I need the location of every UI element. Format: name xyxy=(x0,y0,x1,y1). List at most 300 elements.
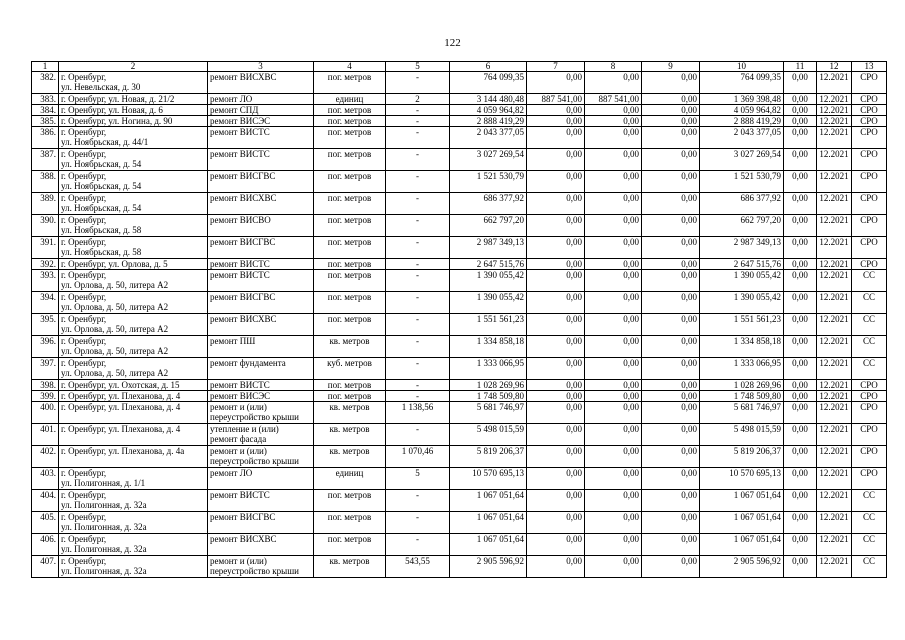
row-number: 393. xyxy=(32,270,59,292)
address-line: г. Оренбург, xyxy=(61,237,107,247)
column-header-13: 13 xyxy=(852,62,887,72)
address-line: г. Оренбург, xyxy=(61,512,107,522)
unit-cell: кв. метров xyxy=(314,336,386,358)
column-10-cell: 662 797,20 xyxy=(700,215,784,237)
work-type-cell xyxy=(208,105,314,116)
repair-method-cell: СРО xyxy=(852,215,887,237)
column-11-cell: 0,00 xyxy=(784,237,817,259)
column-7-cell: 887 541,00 xyxy=(527,94,585,105)
completion-date-cell: 12.2021 xyxy=(817,193,852,215)
completion-date-cell: 12.2021 xyxy=(817,534,852,556)
work-type-line: ремонт фундамента xyxy=(210,358,286,368)
repair-method-cell: СРО xyxy=(852,127,887,149)
column-8-cell: 0,00 xyxy=(585,446,642,468)
address-cell xyxy=(59,402,208,424)
column-8-cell: 0,00 xyxy=(585,127,642,149)
completion-date-cell: 12.2021 xyxy=(817,446,852,468)
address-line: ул. Полигонная, д. 32а xyxy=(61,522,147,532)
column-9-cell: 0,00 xyxy=(642,171,700,193)
address-line: ул. Орлова, д. 50, литера А2 xyxy=(61,368,169,378)
column-11-cell: 0,00 xyxy=(784,314,817,336)
quantity-cell: 543,55 xyxy=(386,556,450,578)
column-7-cell: 0,00 xyxy=(527,215,585,237)
column-11-cell: 0,00 xyxy=(784,171,817,193)
work-type-line: переустройство крыши xyxy=(210,456,299,466)
column-7-cell: 0,00 xyxy=(527,336,585,358)
total-cost-cell: 1 067 051,64 xyxy=(450,512,527,534)
work-type-cell xyxy=(208,314,314,336)
repair-method-cell: СРО xyxy=(852,402,887,424)
column-10-cell: 764 099,35 xyxy=(700,72,784,94)
column-9-cell: 0,00 xyxy=(642,105,700,116)
repair-program-table xyxy=(31,61,887,578)
column-9-cell: 0,00 xyxy=(642,446,700,468)
address-line: г. Оренбург, xyxy=(61,336,107,346)
work-type-line: ремонт ВИСТС xyxy=(210,259,270,269)
total-cost-cell: 4 059 964,82 xyxy=(450,105,527,116)
column-7-cell: 0,00 xyxy=(527,270,585,292)
table-row xyxy=(32,193,887,215)
column-8-cell: 887 541,00 xyxy=(585,94,642,105)
work-type-cell xyxy=(208,193,314,215)
address-cell xyxy=(59,72,208,94)
work-type-line: ремонт ВИСТС xyxy=(210,270,270,280)
column-9-cell: 0,00 xyxy=(642,270,700,292)
work-type-cell xyxy=(208,512,314,534)
unit-cell: пог. метров xyxy=(314,149,386,171)
address-line: ул. Полигонная, д. 32а xyxy=(61,500,147,510)
work-type-line: ремонт ВИСТС xyxy=(210,490,270,500)
row-number: 394. xyxy=(32,292,59,314)
completion-date-cell: 12.2021 xyxy=(817,424,852,446)
work-type-cell xyxy=(208,94,314,105)
repair-method-cell: СС xyxy=(852,292,887,314)
column-number-row xyxy=(32,62,887,72)
column-8-cell: 0,00 xyxy=(585,468,642,490)
total-cost-cell: 2 043 377,05 xyxy=(450,127,527,149)
column-9-cell: 0,00 xyxy=(642,149,700,171)
address-cell xyxy=(59,149,208,171)
row-number: 385. xyxy=(32,116,59,127)
address-line: г. Оренбург, xyxy=(61,490,107,500)
table-row xyxy=(32,171,887,193)
column-11-cell: 0,00 xyxy=(784,534,817,556)
table-row xyxy=(32,380,887,391)
row-number: 382. xyxy=(32,72,59,94)
work-type-cell xyxy=(208,358,314,380)
unit-cell: пог. метров xyxy=(314,171,386,193)
completion-date-cell: 12.2021 xyxy=(817,237,852,259)
unit-cell: пог. метров xyxy=(314,270,386,292)
column-header-6: 6 xyxy=(450,62,527,72)
column-10-cell: 2 987 349,13 xyxy=(700,237,784,259)
row-number: 390. xyxy=(32,215,59,237)
completion-date-cell: 12.2021 xyxy=(817,336,852,358)
unit-cell: пог. метров xyxy=(314,193,386,215)
column-11-cell: 0,00 xyxy=(784,270,817,292)
column-7-cell: 0,00 xyxy=(527,380,585,391)
column-9-cell: 0,00 xyxy=(642,402,700,424)
address-cell xyxy=(59,127,208,149)
address-line: ул. Орлова, д. 50, литера А2 xyxy=(61,346,169,356)
repair-method-cell: СРО xyxy=(852,259,887,270)
quantity-cell: 2 xyxy=(386,94,450,105)
work-type-cell xyxy=(208,237,314,259)
column-10-cell: 1 028 269,96 xyxy=(700,380,784,391)
repair-method-cell: СС xyxy=(852,534,887,556)
column-8-cell: 0,00 xyxy=(585,259,642,270)
address-line: ул. Полигонная, д. 1/1 xyxy=(61,478,146,488)
row-number: 387. xyxy=(32,149,59,171)
total-cost-cell: 5 819 206,37 xyxy=(450,446,527,468)
repair-method-cell: СС xyxy=(852,490,887,512)
row-number: 383. xyxy=(32,94,59,105)
address-line: г. Оренбург, xyxy=(61,534,107,544)
unit-cell: пог. метров xyxy=(314,314,386,336)
work-type-cell xyxy=(208,468,314,490)
column-8-cell: 0,00 xyxy=(585,72,642,94)
work-type-line: переустройство крыши xyxy=(210,566,299,576)
table-row xyxy=(32,402,887,424)
work-type-line: ремонт СПД xyxy=(210,105,259,115)
address-cell xyxy=(59,171,208,193)
address-cell xyxy=(59,270,208,292)
column-8-cell: 0,00 xyxy=(585,171,642,193)
total-cost-cell: 1 067 051,64 xyxy=(450,490,527,512)
column-10-cell: 1 334 858,18 xyxy=(700,336,784,358)
row-number: 407. xyxy=(32,556,59,578)
completion-date-cell: 12.2021 xyxy=(817,94,852,105)
work-type-line: ремонт ЛО xyxy=(210,94,253,104)
table-row xyxy=(32,94,887,105)
column-9-cell: 0,00 xyxy=(642,237,700,259)
column-9-cell: 0,00 xyxy=(642,336,700,358)
total-cost-cell: 662 797,20 xyxy=(450,215,527,237)
work-type-cell xyxy=(208,171,314,193)
unit-cell: пог. метров xyxy=(314,380,386,391)
row-number: 389. xyxy=(32,193,59,215)
unit-cell: пог. метров xyxy=(314,105,386,116)
repair-method-cell: СС xyxy=(852,336,887,358)
completion-date-cell: 12.2021 xyxy=(817,259,852,270)
address-line: ул. Ноябрьская, д. 54 xyxy=(61,203,142,213)
column-9-cell: 0,00 xyxy=(642,424,700,446)
column-8-cell: 0,00 xyxy=(585,116,642,127)
work-type-line: ремонт ВИСЭС xyxy=(210,116,271,126)
work-type-line: ремонт ВИСХВС xyxy=(210,534,277,544)
repair-method-cell: СРО xyxy=(852,171,887,193)
total-cost-cell: 686 377,92 xyxy=(450,193,527,215)
quantity-cell: - xyxy=(386,259,450,270)
total-cost-cell: 1 333 066,95 xyxy=(450,358,527,380)
address-line: г. Оренбург, xyxy=(61,314,107,324)
address-line: ул. Орлова, д. 50, литера А2 xyxy=(61,280,169,290)
column-7-cell: 0,00 xyxy=(527,512,585,534)
quantity-cell: - xyxy=(386,171,450,193)
address-cell xyxy=(59,116,208,127)
quantity-cell: - xyxy=(386,424,450,446)
total-cost-cell: 1 334 858,18 xyxy=(450,336,527,358)
table-row xyxy=(32,534,887,556)
column-10-cell: 2 905 596,92 xyxy=(700,556,784,578)
row-number: 386. xyxy=(32,127,59,149)
table-row xyxy=(32,127,887,149)
address-line: г. Оренбург, xyxy=(61,270,107,280)
column-9-cell: 0,00 xyxy=(642,193,700,215)
column-7-cell: 0,00 xyxy=(527,358,585,380)
column-9-cell: 0,00 xyxy=(642,490,700,512)
work-type-cell xyxy=(208,215,314,237)
column-10-cell: 1 067 051,64 xyxy=(700,512,784,534)
column-10-cell: 10 570 695,13 xyxy=(700,468,784,490)
completion-date-cell: 12.2021 xyxy=(817,127,852,149)
work-type-line: ремонт ВИСГВС xyxy=(210,171,276,181)
column-7-cell: 0,00 xyxy=(527,259,585,270)
column-7-cell: 0,00 xyxy=(527,556,585,578)
quantity-cell: - xyxy=(386,358,450,380)
column-10-cell: 1 067 051,64 xyxy=(700,534,784,556)
completion-date-cell: 12.2021 xyxy=(817,391,852,402)
work-type-cell xyxy=(208,391,314,402)
quantity-cell: 1 070,46 xyxy=(386,446,450,468)
address-cell xyxy=(59,193,208,215)
column-7-cell: 0,00 xyxy=(527,468,585,490)
work-type-line: переустройство крыши xyxy=(210,412,299,422)
completion-date-cell: 12.2021 xyxy=(817,314,852,336)
quantity-cell: - xyxy=(386,391,450,402)
work-type-line: ремонт ВИСГВС xyxy=(210,512,276,522)
total-cost-cell: 1 390 055,42 xyxy=(450,270,527,292)
column-10-cell: 1 551 561,23 xyxy=(700,314,784,336)
row-number: 398. xyxy=(32,380,59,391)
row-number: 402. xyxy=(32,446,59,468)
column-7-cell: 0,00 xyxy=(527,105,585,116)
column-11-cell: 0,00 xyxy=(784,358,817,380)
repair-method-cell: СРО xyxy=(852,237,887,259)
column-7-cell: 0,00 xyxy=(527,116,585,127)
column-header-4: 4 xyxy=(314,62,386,72)
quantity-cell: - xyxy=(386,314,450,336)
column-8-cell: 0,00 xyxy=(585,380,642,391)
unit-cell: пог. метров xyxy=(314,72,386,94)
table-row xyxy=(32,314,887,336)
column-10-cell: 1 333 066,95 xyxy=(700,358,784,380)
column-7-cell: 0,00 xyxy=(527,292,585,314)
column-9-cell: 0,00 xyxy=(642,292,700,314)
work-type-line: ремонт ВИСГВС xyxy=(210,237,276,247)
column-10-cell: 1 390 055,42 xyxy=(700,270,784,292)
completion-date-cell: 12.2021 xyxy=(817,215,852,237)
column-9-cell: 0,00 xyxy=(642,314,700,336)
table-row xyxy=(32,336,887,358)
column-11-cell: 0,00 xyxy=(784,490,817,512)
column-11-cell: 0,00 xyxy=(784,149,817,171)
column-8-cell: 0,00 xyxy=(585,556,642,578)
column-7-cell: 0,00 xyxy=(527,402,585,424)
repair-method-cell: СС xyxy=(852,314,887,336)
address-line: ул. Ноябрьская, д. 44/1 xyxy=(61,137,149,147)
column-8-cell: 0,00 xyxy=(585,424,642,446)
column-11-cell: 0,00 xyxy=(784,72,817,94)
work-type-cell xyxy=(208,556,314,578)
column-11-cell: 0,00 xyxy=(784,556,817,578)
unit-cell: пог. метров xyxy=(314,127,386,149)
unit-cell: кв. метров xyxy=(314,402,386,424)
work-type-cell xyxy=(208,534,314,556)
row-number: 406. xyxy=(32,534,59,556)
column-11-cell: 0,00 xyxy=(784,292,817,314)
completion-date-cell: 12.2021 xyxy=(817,556,852,578)
table-row xyxy=(32,259,887,270)
work-type-line: ремонт ВИСХВС xyxy=(210,314,277,324)
table-row xyxy=(32,292,887,314)
repair-method-cell: СРО xyxy=(852,380,887,391)
work-type-line: ремонт ПШ xyxy=(210,336,256,346)
column-7-cell: 0,00 xyxy=(527,446,585,468)
column-9-cell: 0,00 xyxy=(642,127,700,149)
completion-date-cell: 12.2021 xyxy=(817,468,852,490)
row-number: 401. xyxy=(32,424,59,446)
address-line: г. Оренбург, ул. Плеханова, д. 4 xyxy=(61,402,181,412)
column-11-cell: 0,00 xyxy=(784,402,817,424)
column-header-12: 12 xyxy=(817,62,852,72)
column-8-cell: 0,00 xyxy=(585,215,642,237)
column-7-cell: 0,00 xyxy=(527,237,585,259)
quantity-cell: 1 138,56 xyxy=(386,402,450,424)
work-type-cell xyxy=(208,446,314,468)
column-10-cell: 5 681 746,97 xyxy=(700,402,784,424)
completion-date-cell: 12.2021 xyxy=(817,512,852,534)
unit-cell: пог. метров xyxy=(314,237,386,259)
completion-date-cell: 12.2021 xyxy=(817,490,852,512)
row-number: 396. xyxy=(32,336,59,358)
unit-cell: пог. метров xyxy=(314,534,386,556)
table-row xyxy=(32,446,887,468)
address-cell xyxy=(59,259,208,270)
address-line: г. Оренбург, xyxy=(61,127,107,137)
quantity-cell: - xyxy=(386,512,450,534)
column-7-cell: 0,00 xyxy=(527,72,585,94)
address-line: г. Оренбург, xyxy=(61,468,107,478)
total-cost-cell: 1 521 530,79 xyxy=(450,171,527,193)
column-9-cell: 0,00 xyxy=(642,259,700,270)
table-row xyxy=(32,490,887,512)
column-7-cell: 0,00 xyxy=(527,149,585,171)
column-8-cell: 0,00 xyxy=(585,149,642,171)
column-11-cell: 0,00 xyxy=(784,193,817,215)
address-cell xyxy=(59,512,208,534)
work-type-cell xyxy=(208,149,314,171)
address-line: г. Оренбург, xyxy=(61,171,107,181)
row-number: 403. xyxy=(32,468,59,490)
table-body xyxy=(32,72,887,578)
table-row xyxy=(32,116,887,127)
unit-cell: кв. метров xyxy=(314,556,386,578)
address-cell xyxy=(59,380,208,391)
page-number: 122 xyxy=(444,37,461,49)
column-8-cell: 0,00 xyxy=(585,534,642,556)
work-type-cell xyxy=(208,259,314,270)
column-11-cell: 0,00 xyxy=(784,215,817,237)
address-line: ул. Орлова, д. 50, литера А2 xyxy=(61,302,169,312)
address-cell xyxy=(59,237,208,259)
column-header-7: 7 xyxy=(527,62,585,72)
address-line: г. Оренбург, xyxy=(61,556,107,566)
row-number: 388. xyxy=(32,171,59,193)
unit-cell: пог. метров xyxy=(314,512,386,534)
column-8-cell: 0,00 xyxy=(585,237,642,259)
address-line: ул. Полигонная, д. 32а xyxy=(61,544,147,554)
work-type-line: ремонт ВИСХВС xyxy=(210,193,277,203)
repair-method-cell: СРО xyxy=(852,468,887,490)
address-line: г. Оренбург, xyxy=(61,292,107,302)
address-cell xyxy=(59,336,208,358)
column-7-cell: 0,00 xyxy=(527,127,585,149)
column-10-cell: 4 059 964,82 xyxy=(700,105,784,116)
column-10-cell: 1 067 051,64 xyxy=(700,490,784,512)
column-11-cell: 0,00 xyxy=(784,446,817,468)
column-11-cell: 0,00 xyxy=(784,380,817,391)
row-number: 395. xyxy=(32,314,59,336)
address-cell xyxy=(59,105,208,116)
repair-method-cell: СРО xyxy=(852,116,887,127)
address-line: ул. Ноябрьская, д. 58 xyxy=(61,225,142,235)
total-cost-cell: 1 067 051,64 xyxy=(450,534,527,556)
column-11-cell: 0,00 xyxy=(784,127,817,149)
unit-cell: пог. метров xyxy=(314,259,386,270)
work-type-line: ремонт ВИСХВС xyxy=(210,72,277,82)
address-line: г. Оренбург, ул. Ногина, д. 90 xyxy=(61,116,173,126)
unit-cell: пог. метров xyxy=(314,292,386,314)
address-line: г. Оренбург, xyxy=(61,358,107,368)
quantity-cell: - xyxy=(386,237,450,259)
column-9-cell: 0,00 xyxy=(642,358,700,380)
column-7-cell: 0,00 xyxy=(527,314,585,336)
work-type-line: ремонт ВИСТС xyxy=(210,380,270,390)
total-cost-cell: 2 905 596,92 xyxy=(450,556,527,578)
address-line: г. Оренбург, ул. Новая, д. 21/2 xyxy=(61,94,175,104)
address-cell xyxy=(59,424,208,446)
quantity-cell: 5 xyxy=(386,468,450,490)
address-cell xyxy=(59,358,208,380)
address-line: г. Оренбург, xyxy=(61,72,107,82)
column-10-cell: 1 748 509,80 xyxy=(700,391,784,402)
address-cell xyxy=(59,468,208,490)
total-cost-cell: 3 144 480,48 xyxy=(450,94,527,105)
repair-method-cell: СС xyxy=(852,556,887,578)
column-8-cell: 0,00 xyxy=(585,391,642,402)
table-row xyxy=(32,391,887,402)
column-10-cell: 686 377,92 xyxy=(700,193,784,215)
total-cost-cell: 764 099,35 xyxy=(450,72,527,94)
unit-cell: кв. метров xyxy=(314,424,386,446)
repair-method-cell: СС xyxy=(852,270,887,292)
work-type-cell xyxy=(208,116,314,127)
completion-date-cell: 12.2021 xyxy=(817,149,852,171)
column-11-cell: 0,00 xyxy=(784,512,817,534)
quantity-cell: - xyxy=(386,116,450,127)
work-type-line: ремонт ВИСВО xyxy=(210,215,271,225)
column-8-cell: 0,00 xyxy=(585,270,642,292)
column-11-cell: 0,00 xyxy=(784,424,817,446)
address-line: ул. Ноябрьская, д. 58 xyxy=(61,247,142,257)
completion-date-cell: 12.2021 xyxy=(817,380,852,391)
address-line: г. Оренбург, ул. Плеханова, д. 4а xyxy=(61,446,185,456)
address-line: ул. Полигонная, д. 32а xyxy=(61,566,147,576)
address-cell xyxy=(59,446,208,468)
work-type-cell xyxy=(208,72,314,94)
work-type-line: утепление и (или) xyxy=(210,424,279,434)
